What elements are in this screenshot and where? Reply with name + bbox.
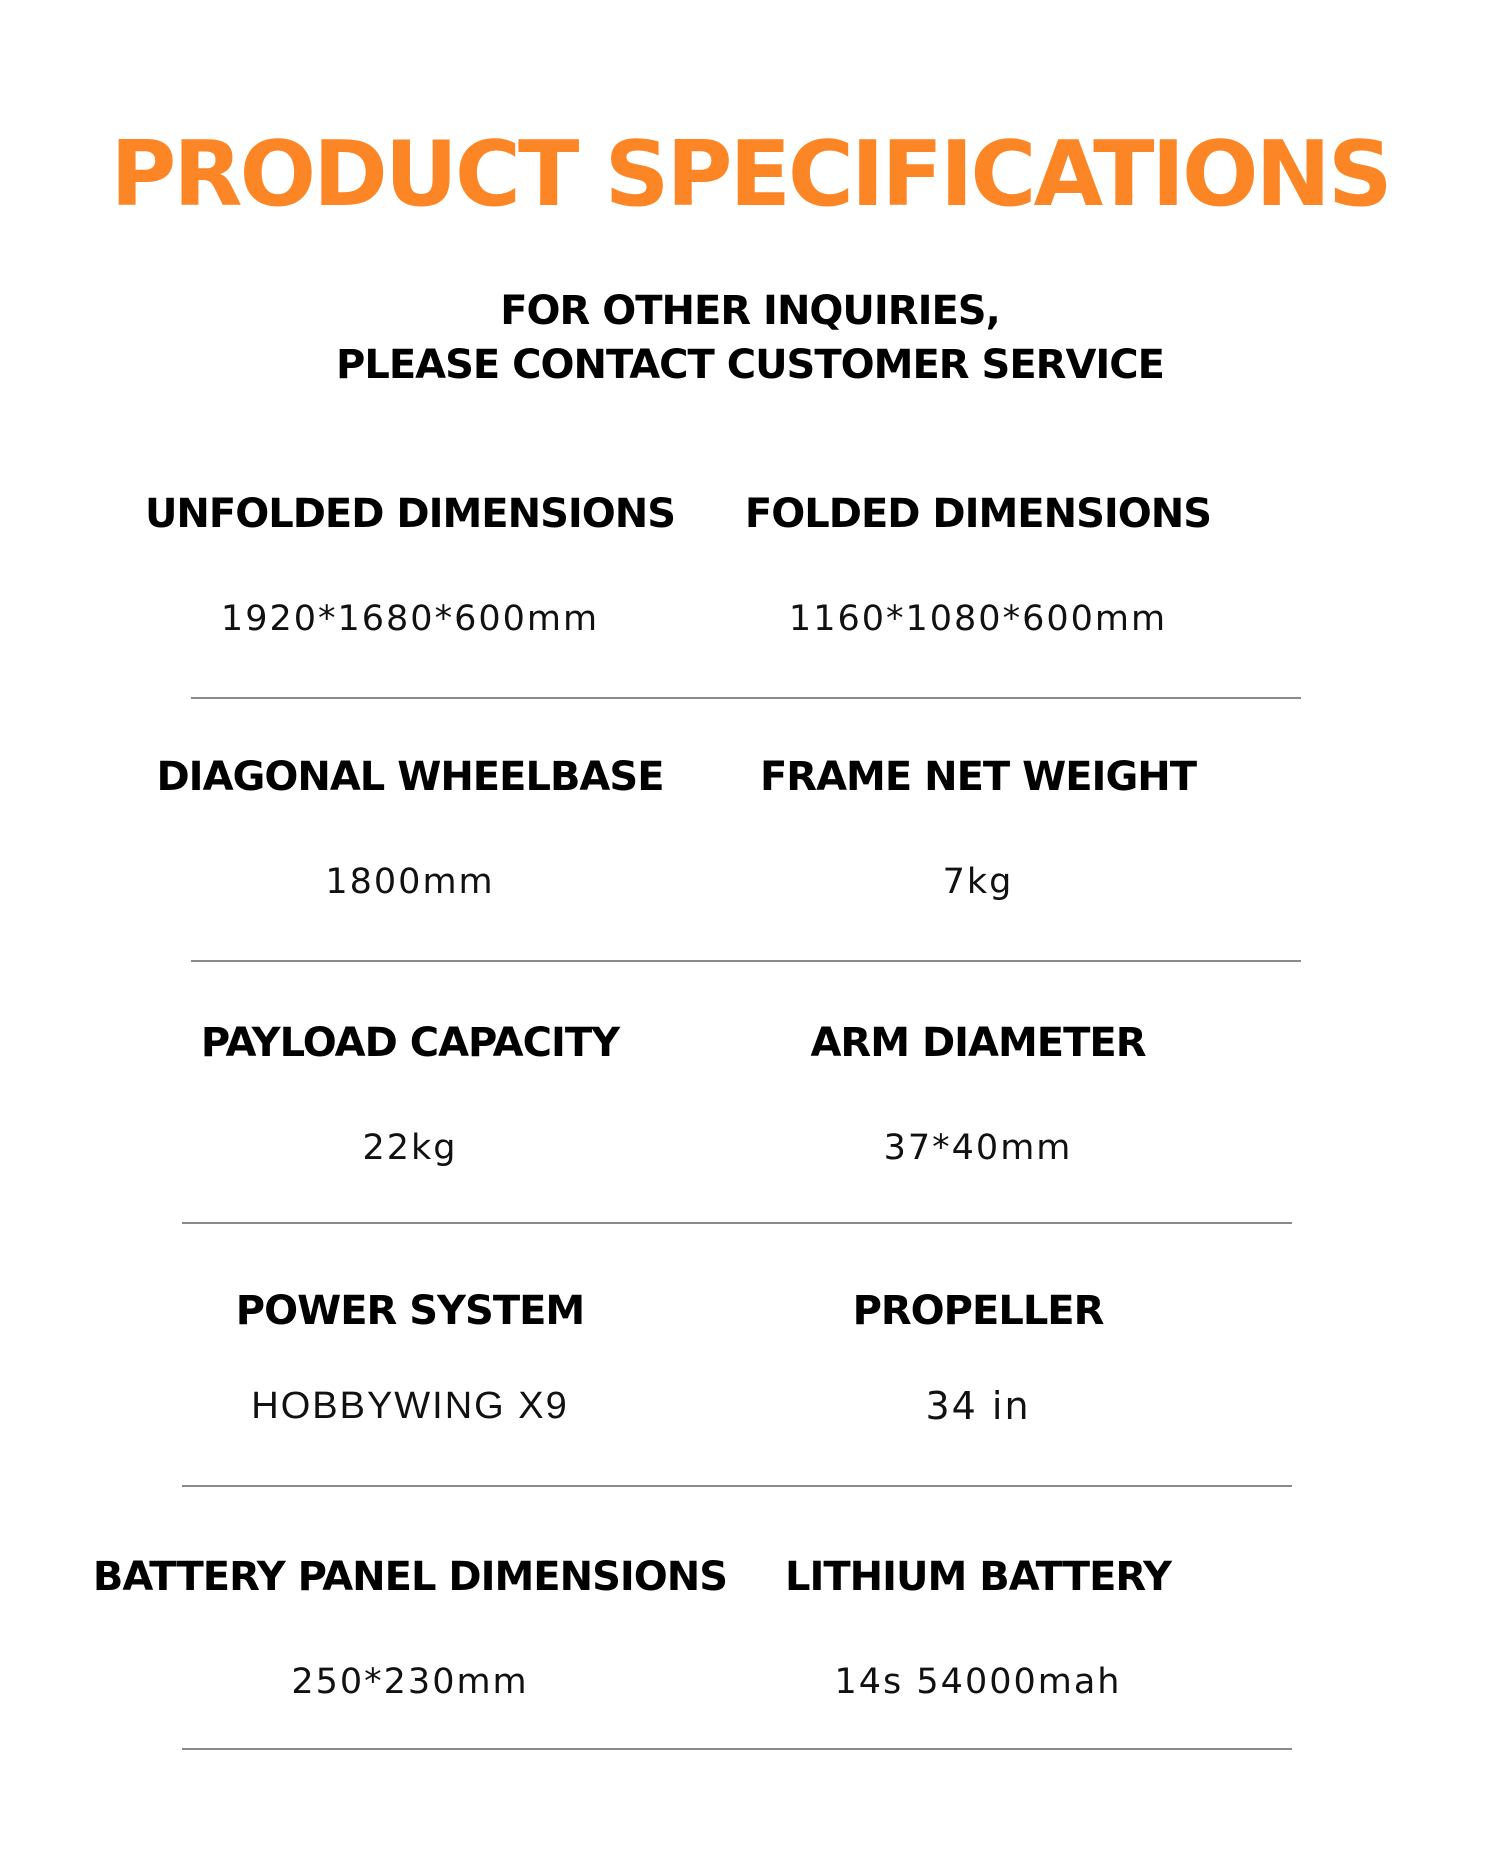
spec-value-propeller: 34 in	[925, 1384, 1031, 1428]
spec-value-payload-capacity: 22kg	[362, 1128, 458, 1168]
contact-note-line-2: PLEASE CONTACT CUSTOMER SERVICE	[336, 342, 1164, 388]
spec-label-arm-diameter: ARM DIAMETER	[810, 1020, 1146, 1066]
spec-label-lithium-battery: LITHIUM BATTERY	[785, 1554, 1171, 1600]
spec-label-frame-net-weight: FRAME NET WEIGHT	[759, 754, 1197, 800]
spec-value-lithium-battery: 14s 54000mah	[834, 1662, 1122, 1702]
spec-label-battery-panel-dimensions: BATTERY PANEL DIMENSIONS	[92, 1554, 728, 1600]
contact-note-line-1: FOR OTHER INQUIRIES,	[500, 288, 1000, 334]
spec-label-propeller: PROPELLER	[852, 1288, 1104, 1334]
spec-value-unfolded-dimensions: 1920*1680*600mm	[220, 599, 600, 639]
spec-label-diagonal-wheelbase: DIAGONAL WHEELBASE	[156, 754, 664, 800]
spec-value-battery-panel-dimensions: 250*230mm	[291, 1662, 529, 1702]
divider	[182, 1485, 1292, 1487]
spec-label-unfolded-dimensions: UNFOLDED DIMENSIONS	[144, 491, 676, 537]
spec-value-arm-diameter: 37*40mm	[883, 1128, 1073, 1168]
divider	[191, 960, 1301, 962]
spec-label-folded-dimensions: FOLDED DIMENSIONS	[744, 491, 1212, 537]
spec-value-power-system: HOBBYWING X9	[251, 1385, 569, 1427]
spec-label-power-system: POWER SYSTEM	[235, 1288, 585, 1334]
contact-note	[0, 284, 1500, 392]
spec-value-diagonal-wheelbase: 1800mm	[325, 862, 495, 902]
page-title: PRODUCT SPECIFICATIONS	[110, 122, 1390, 227]
divider	[191, 697, 1301, 699]
divider	[182, 1222, 1292, 1224]
spec-label-payload-capacity: PAYLOAD CAPACITY	[200, 1020, 620, 1066]
spec-value-frame-net-weight: 7kg	[942, 862, 1014, 902]
divider	[182, 1748, 1292, 1750]
spec-value-folded-dimensions: 1160*1080*600mm	[788, 599, 1168, 639]
